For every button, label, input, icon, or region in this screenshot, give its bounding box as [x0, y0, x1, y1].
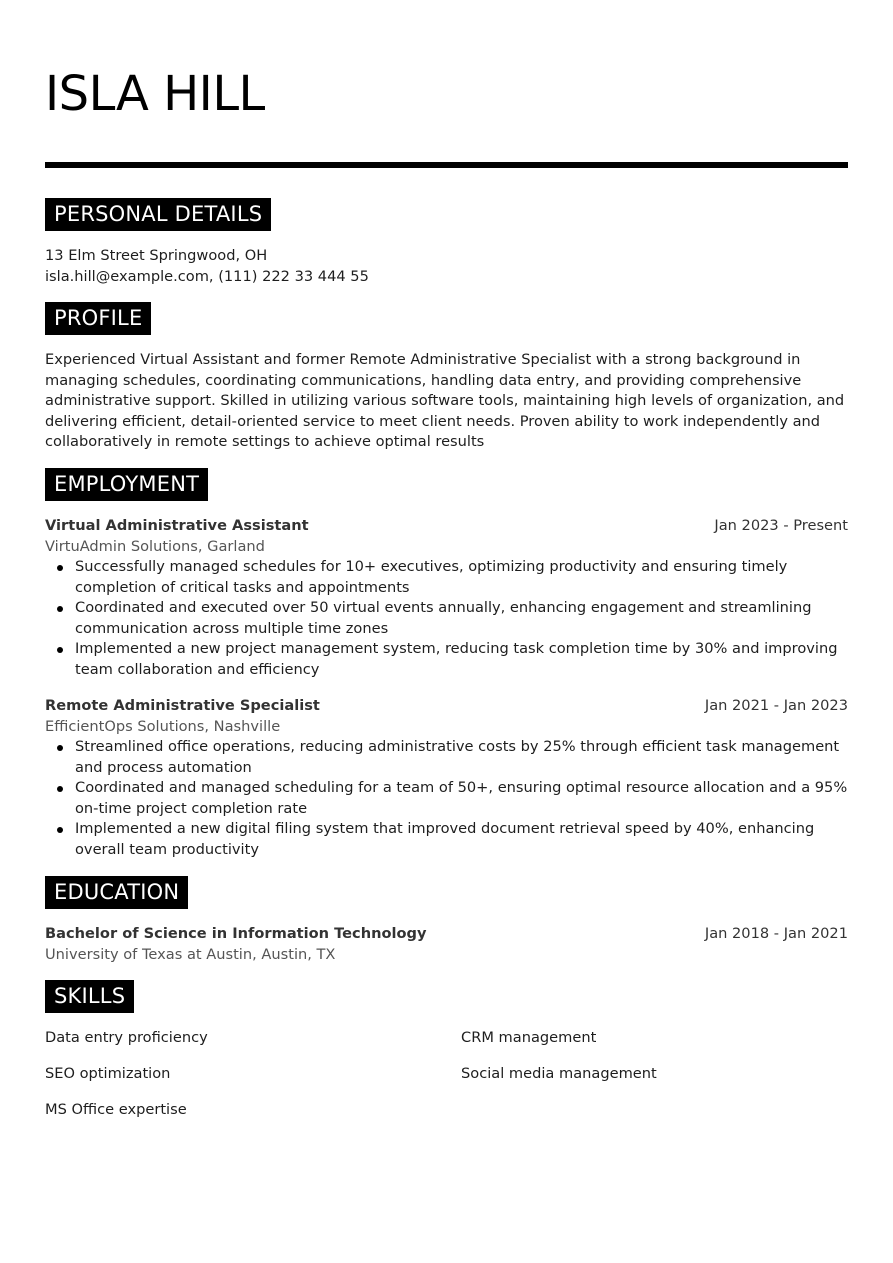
skill-item: CRM management — [461, 1029, 597, 1046]
job-bullets — [45, 737, 848, 861]
skill-item: Social media management — [461, 1065, 657, 1082]
contact-info: isla.hill@example.com, (111) 222 33 444 55 — [45, 268, 369, 285]
section-title-education: EDUCATION — [45, 876, 188, 909]
job-dates: Jan 2021 - Jan 2023 — [704, 697, 848, 714]
job-organization: EfficientOps Solutions, Nashville — [45, 718, 281, 735]
education-dates: Jan 2018 - Jan 2021 — [704, 925, 848, 942]
section-title-profile: PROFILE — [45, 302, 151, 335]
school: University of Texas at Austin, Austin, TX — [45, 946, 336, 963]
job-bullet: Successfully managed schedules for 10+ executives, optimizing productivity and ensuring timely completion of critical tasks and appointments — [45, 557, 848, 598]
job-title: Virtual Administrative Assistant — [45, 517, 309, 534]
header-divider — [45, 162, 848, 168]
address: 13 Elm Street Springwood, OH — [45, 247, 268, 264]
section-title-personal-details: PERSONAL DETAILS — [45, 198, 271, 231]
job-title: Remote Administrative Specialist — [45, 697, 320, 714]
skill-item: SEO optimization — [45, 1065, 171, 1082]
job-bullet: Coordinated and executed over 50 virtual events annually, enhancing engagement and streamlining communication across multiple time zones — [45, 598, 848, 639]
job-organization: VirtuAdmin Solutions, Garland — [45, 538, 265, 555]
job-dates: Jan 2023 - Present — [714, 517, 848, 534]
job-bullets — [45, 557, 848, 681]
job-bullet: Implemented a new project management system, reducing task completion time by 30% and improving team collaboration and efficiency — [45, 639, 848, 680]
skill-item: MS Office expertise — [45, 1101, 187, 1118]
job-bullet: Streamlined office operations, reducing administrative costs by 25% through efficient task management and process automation — [45, 737, 848, 778]
job-bullet: Implemented a new digital filing system that improved document retrieval speed by 40%, enhancing overall team productivity — [45, 819, 848, 860]
degree: Bachelor of Science in Information Technology — [45, 925, 427, 942]
job-bullet: Coordinated and managed scheduling for a team of 50+, ensuring optimal resource allocation and a 95% on-time project completion rate — [45, 778, 848, 819]
candidate-name: ISLA HILL — [45, 66, 265, 122]
profile-summary: Experienced Virtual Assistant and former Remote Administrative Specialist with a strong background in managing schedules, coordinating communications, handling data entry, and providing comprehensive administrative support. Skilled in utilizing various software tools, maintaining high levels of organization, and delivering efficient, detail-oriented service to meet client needs. Proven ability to work independently and collaboratively in remote settings to achieve optimal results — [45, 351, 845, 451]
skill-item: Data entry proficiency — [45, 1029, 208, 1046]
section-title-skills: SKILLS — [45, 980, 134, 1013]
section-title-employment: EMPLOYMENT — [45, 468, 208, 501]
